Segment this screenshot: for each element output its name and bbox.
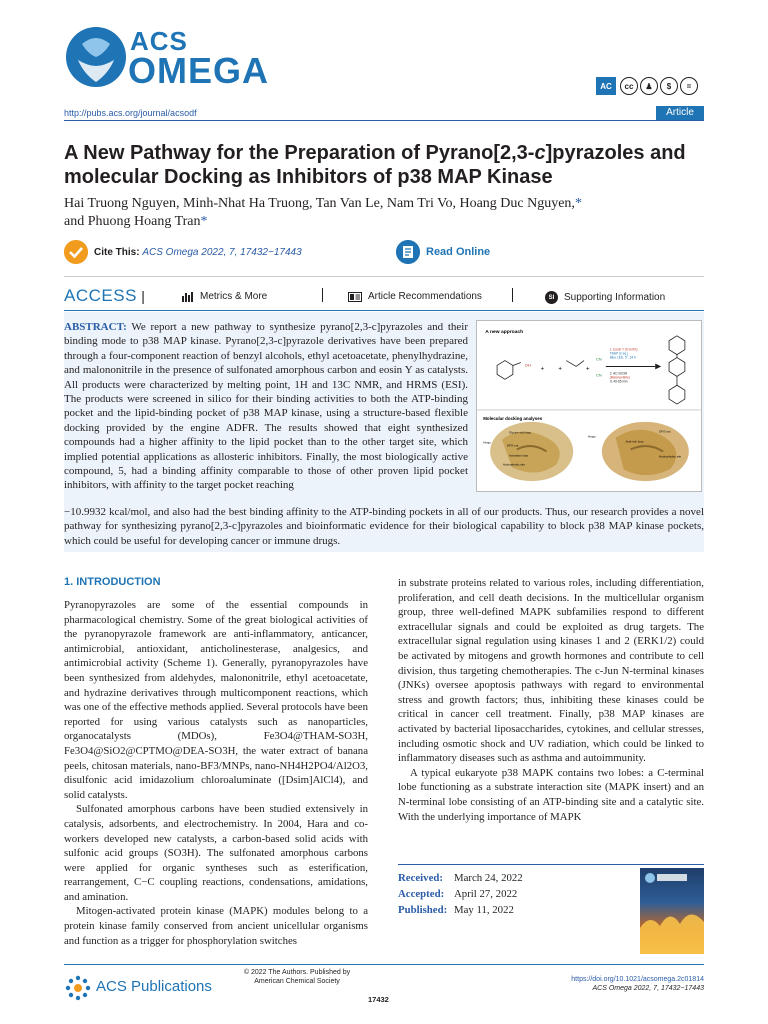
- cover-art: [640, 868, 704, 954]
- journal-cover-thumbnail[interactable]: [640, 868, 704, 954]
- authors-line1[interactable]: Hai Truong Nguyen, Minh-Nhat Ha Truong, Tan Van Le, Nam Tri Vo, Hoang Duc Nguyen,: [64, 196, 575, 211]
- corresponding-star-1[interactable]: *: [574, 196, 582, 211]
- journal-name: OMEGA: [128, 50, 270, 91]
- recommendations-label: Article Recommendations: [368, 291, 482, 302]
- toc-condition-2: TBHP (2 eq.): [609, 351, 629, 356]
- intro-paragraph-3: Mitogen-activated protein kinase (MAPK) modules belong to a protein kinase family conserved from ancient unicellular organisms and function as a trigger for phosphorylation switches: [64, 905, 368, 947]
- header-divider: [64, 120, 704, 121]
- received-label: Received:: [398, 872, 443, 884]
- toc-label-4: Hydrophobic site: [503, 462, 526, 467]
- toc-label-1: Hinge: [483, 440, 491, 445]
- toc-label-2: DFG-out: [506, 443, 519, 448]
- accepted-date: April 27, 2022: [454, 888, 518, 900]
- cc-icon: cc: [620, 77, 638, 95]
- author-list: [64, 195, 704, 231]
- page-number: 17432: [368, 995, 389, 1004]
- abstract-label: ABSTRACT:: [64, 321, 127, 333]
- abstract-body-1: We report a new pathway to synthesize pyrano[2,3-c]pyrazoles and their binding mode to p38 MAP kinase. Pyrano[2,3-c]pyrazole derivatives have been prepared through a four-component reaction of benzyl alcohols, ethyl acetoacetate, phenylhydrazine, and malononitrile in the presence of sulfonated amorphous carbon and eosin Y as catalysts. All products were characterized by melting point, 1H and 13C NMR, and HRMS (ESI). The products were screened in silico for their binding activities to both the ATP-binding pocket and the lipid-binding pocket of p38 MAP kinase, using a structure-based flexible docking provided by the engine ADFR. The results showed that eight synthesized compounds had a higher affinity to the lipid pocket than to the other target site, which implied potential applications as allosteric inhibitors. Finally, the most biologically active compound, 5, had a binding affinity comparable to those of other proven lipid pocket inhibitors, with affinity to the target pocket reaching: [64, 321, 468, 492]
- cite-divider: [64, 276, 704, 277]
- access-text: ACCESS: [64, 286, 137, 305]
- intro-heading: 1. INTRODUCTION: [64, 576, 161, 588]
- si-icon: SI: [545, 291, 558, 304]
- doi-link[interactable]: https://doi.org/10.1021/acsomega.2c01814: [571, 976, 704, 983]
- cite-check-icon[interactable]: [64, 240, 88, 264]
- nc-icon: $: [660, 77, 678, 95]
- by-icon: ♟: [640, 77, 658, 95]
- accepted-label: Accepted:: [398, 888, 445, 900]
- article-icon: [348, 292, 362, 302]
- svg-text:+: +: [558, 366, 562, 373]
- toc-product: [669, 336, 685, 404]
- license-icons[interactable]: [596, 76, 698, 96]
- footer-divider: [64, 964, 704, 965]
- intro-right-paragraph-1: in substrate proteins related to various roles, including differentiation, proliferation, and cell death decisions. In the multicellular organism group, three well-defined MAPK subfamilies respond to different extracellular signals and could be exploited as drug targets. The extracellular signal regulation using kinases 1 and 2 (ERK1/2) could be activated by mitogens and growth hormones and contribute to cell division, thus targeting chemotherapies. The c-Jun N-terminal kinases (JNKs) oversee apoptosis pathways with regard to environmental stress and growth factors; thus, inhibiting these kinases could be critical in cancer cell treatment. Finally, p38 MAP kinases are activated by bacterial liposaccharides, cytokines, and cellular stresses, including osmotic shock and UV radiation, which could be linked to inflammatory diseases such as asthma and autoimmunity.: [398, 577, 704, 765]
- cite-this: [94, 247, 302, 258]
- abstract-text-continued: −10.9932 kcal/mol, and also had the best binding affinity to the ATP-binding pockets in all of our products. Thus, our research provides a novel pathway for synthesizing pyrano[2,3-c]pyrazoles and bioinformatic evidence for their biological capability to block p38 MAP kinase pockets, which could be useful for developing cancer or immune drugs.: [64, 506, 704, 547]
- article-type-badge: Article: [656, 106, 704, 120]
- svg-text:CN: CN: [595, 372, 602, 378]
- doi-block: [530, 975, 704, 993]
- supporting-info-link[interactable]: [545, 291, 665, 304]
- intro-right-paragraph-2: A typical eukaryote p38 MAPK contains two lobes: a C-terminal lobe functioning as a substrate interaction site (MAPK insert) and an N-terminal lobe consisting of an ATP-binding site and a catalytic site. With the underlying importance of MAPK: [398, 766, 704, 823]
- acs-publications[interactable]: ACS Publications: [96, 978, 212, 995]
- cite-reference[interactable]: ACS Omega 2022, 7, 17432−17443: [142, 247, 302, 258]
- published-label: Published:: [398, 904, 448, 916]
- ac-badge-icon: AC: [596, 77, 616, 95]
- toc-graphic: [476, 320, 702, 492]
- svg-text:+: +: [540, 366, 545, 373]
- svg-text:CN: CN: [595, 356, 602, 362]
- journal-acs: ACS: [130, 26, 188, 56]
- article-title: A New Pathway for the Preparation of Pyrano[2,3-c]pyrazoles and molecular Docking as Inhibitors of p38 MAP Kinase: [64, 142, 686, 188]
- toc-docking: Molecular docking analyses: [483, 415, 543, 421]
- cite-label: Cite This:: [94, 247, 140, 258]
- copyright-notice: © 2022 The Authors. Published by American Chemical Society: [243, 969, 351, 985]
- intro-paragraph-2: Sulfonated amorphous carbons have been studied extensively in catalysis, adsorbents, and electrochemistry. In 2004, Hara and co-workers developed new catalysts, a carbon-based solid acids with sulfonic acid groups (SO3H). The sulfonated amorphous carbons were applied for organic syntheses such as esterification, rearrangement, C−C coupling reactions, condensations, amidations, and amination.: [64, 803, 368, 903]
- toc-label-3: Activation loop: [508, 453, 529, 458]
- svg-text:OH: OH: [524, 362, 531, 368]
- authors-line2[interactable]: and Phuong Hoang Tran: [64, 214, 201, 229]
- metrics-link[interactable]: [182, 291, 267, 302]
- toc-condition-1: 1. Eosin Y (5 mol%): [609, 347, 638, 352]
- svg-text:+: +: [586, 366, 590, 373]
- intro-paragraph-1: Pyranopyrazoles are some of the essential compounds in pharmacological chemistry. Some of the great biological activities of the pyranopyrazole framework are anti-inflammatory, anticancer, antimicrobial, antioxidant, anticholinesterase, analgesics, and antimicrobial activity (Scheme 1). Generally, pyranopyrazoles have been synthesized from aldehydes, malononitrile, ethyl acetoacetate, and hydrazine derivatives through multicomponent reactions, which was one of the effective methods applied. Several protocols have been reported for using various catalysts such as nanoparticles, organocatalysts (MDOs), Fe3O4@THAM-SO3H, Fe3O4@SiO2@CPTMO@DEA-SO3H, the water extract of banana peels, chitosan materials, nano-BF3/MNPs, nano-NH4H2PO4/Al2O3, disulfonic acid imidazolium chloroaluminate ([Dsim]AlCl4), and solid catalysts.: [64, 599, 368, 801]
- published-date: May 11, 2022: [454, 904, 514, 916]
- toc-new-approach: A new approach: [485, 329, 524, 335]
- received-date: March 24, 2022: [454, 872, 523, 884]
- bar-chart-icon: [182, 292, 194, 302]
- access-label: ACCESS |: [64, 286, 146, 305]
- toc-protein-right: [602, 422, 689, 481]
- toc-label-0: Glycine-rich loop: [508, 430, 531, 435]
- toc-label-7: DFG-out: [659, 429, 671, 434]
- article-dates: [398, 870, 523, 918]
- toc-label-8: Hydrophobic site: [659, 454, 682, 459]
- supporting-label: Supporting Information: [564, 292, 666, 303]
- read-online-link[interactable]: Read Online: [426, 246, 491, 258]
- acs-publications-logo-icon: [64, 974, 92, 1002]
- toc-condition-5: (Malononitrile): [609, 375, 630, 380]
- toc-label-5: Acid-rich loop: [625, 439, 644, 444]
- read-online-icon[interactable]: [396, 240, 420, 264]
- intro-left-column: [64, 576, 368, 948]
- access-separator: [322, 288, 323, 302]
- access-separator: [512, 288, 513, 302]
- toc-condition-6: rt, 40-65 min: [609, 379, 628, 384]
- corresponding-star-2[interactable]: *: [200, 214, 208, 229]
- nd-icon: =: [680, 77, 698, 95]
- intro-right-column: [398, 576, 704, 824]
- toc-label-6: Hinge: [588, 434, 596, 439]
- toc-condition-4: 2. AC-SO3H: [609, 371, 628, 376]
- journal-url[interactable]: http://pubs.acs.org/journal/acsodf: [64, 108, 197, 118]
- toc-condition-3: Blue LED, 5°, 24 h: [609, 355, 636, 360]
- recommendations-link[interactable]: [348, 291, 482, 302]
- toc-protein-left: [490, 422, 573, 481]
- access-divider: [64, 310, 704, 311]
- dates-divider: [398, 864, 704, 865]
- footer-citation: ACS Omega 2022, 7, 17432−17443: [592, 985, 704, 992]
- metrics-label: Metrics & More: [200, 291, 268, 302]
- abstract-text: [64, 320, 468, 493]
